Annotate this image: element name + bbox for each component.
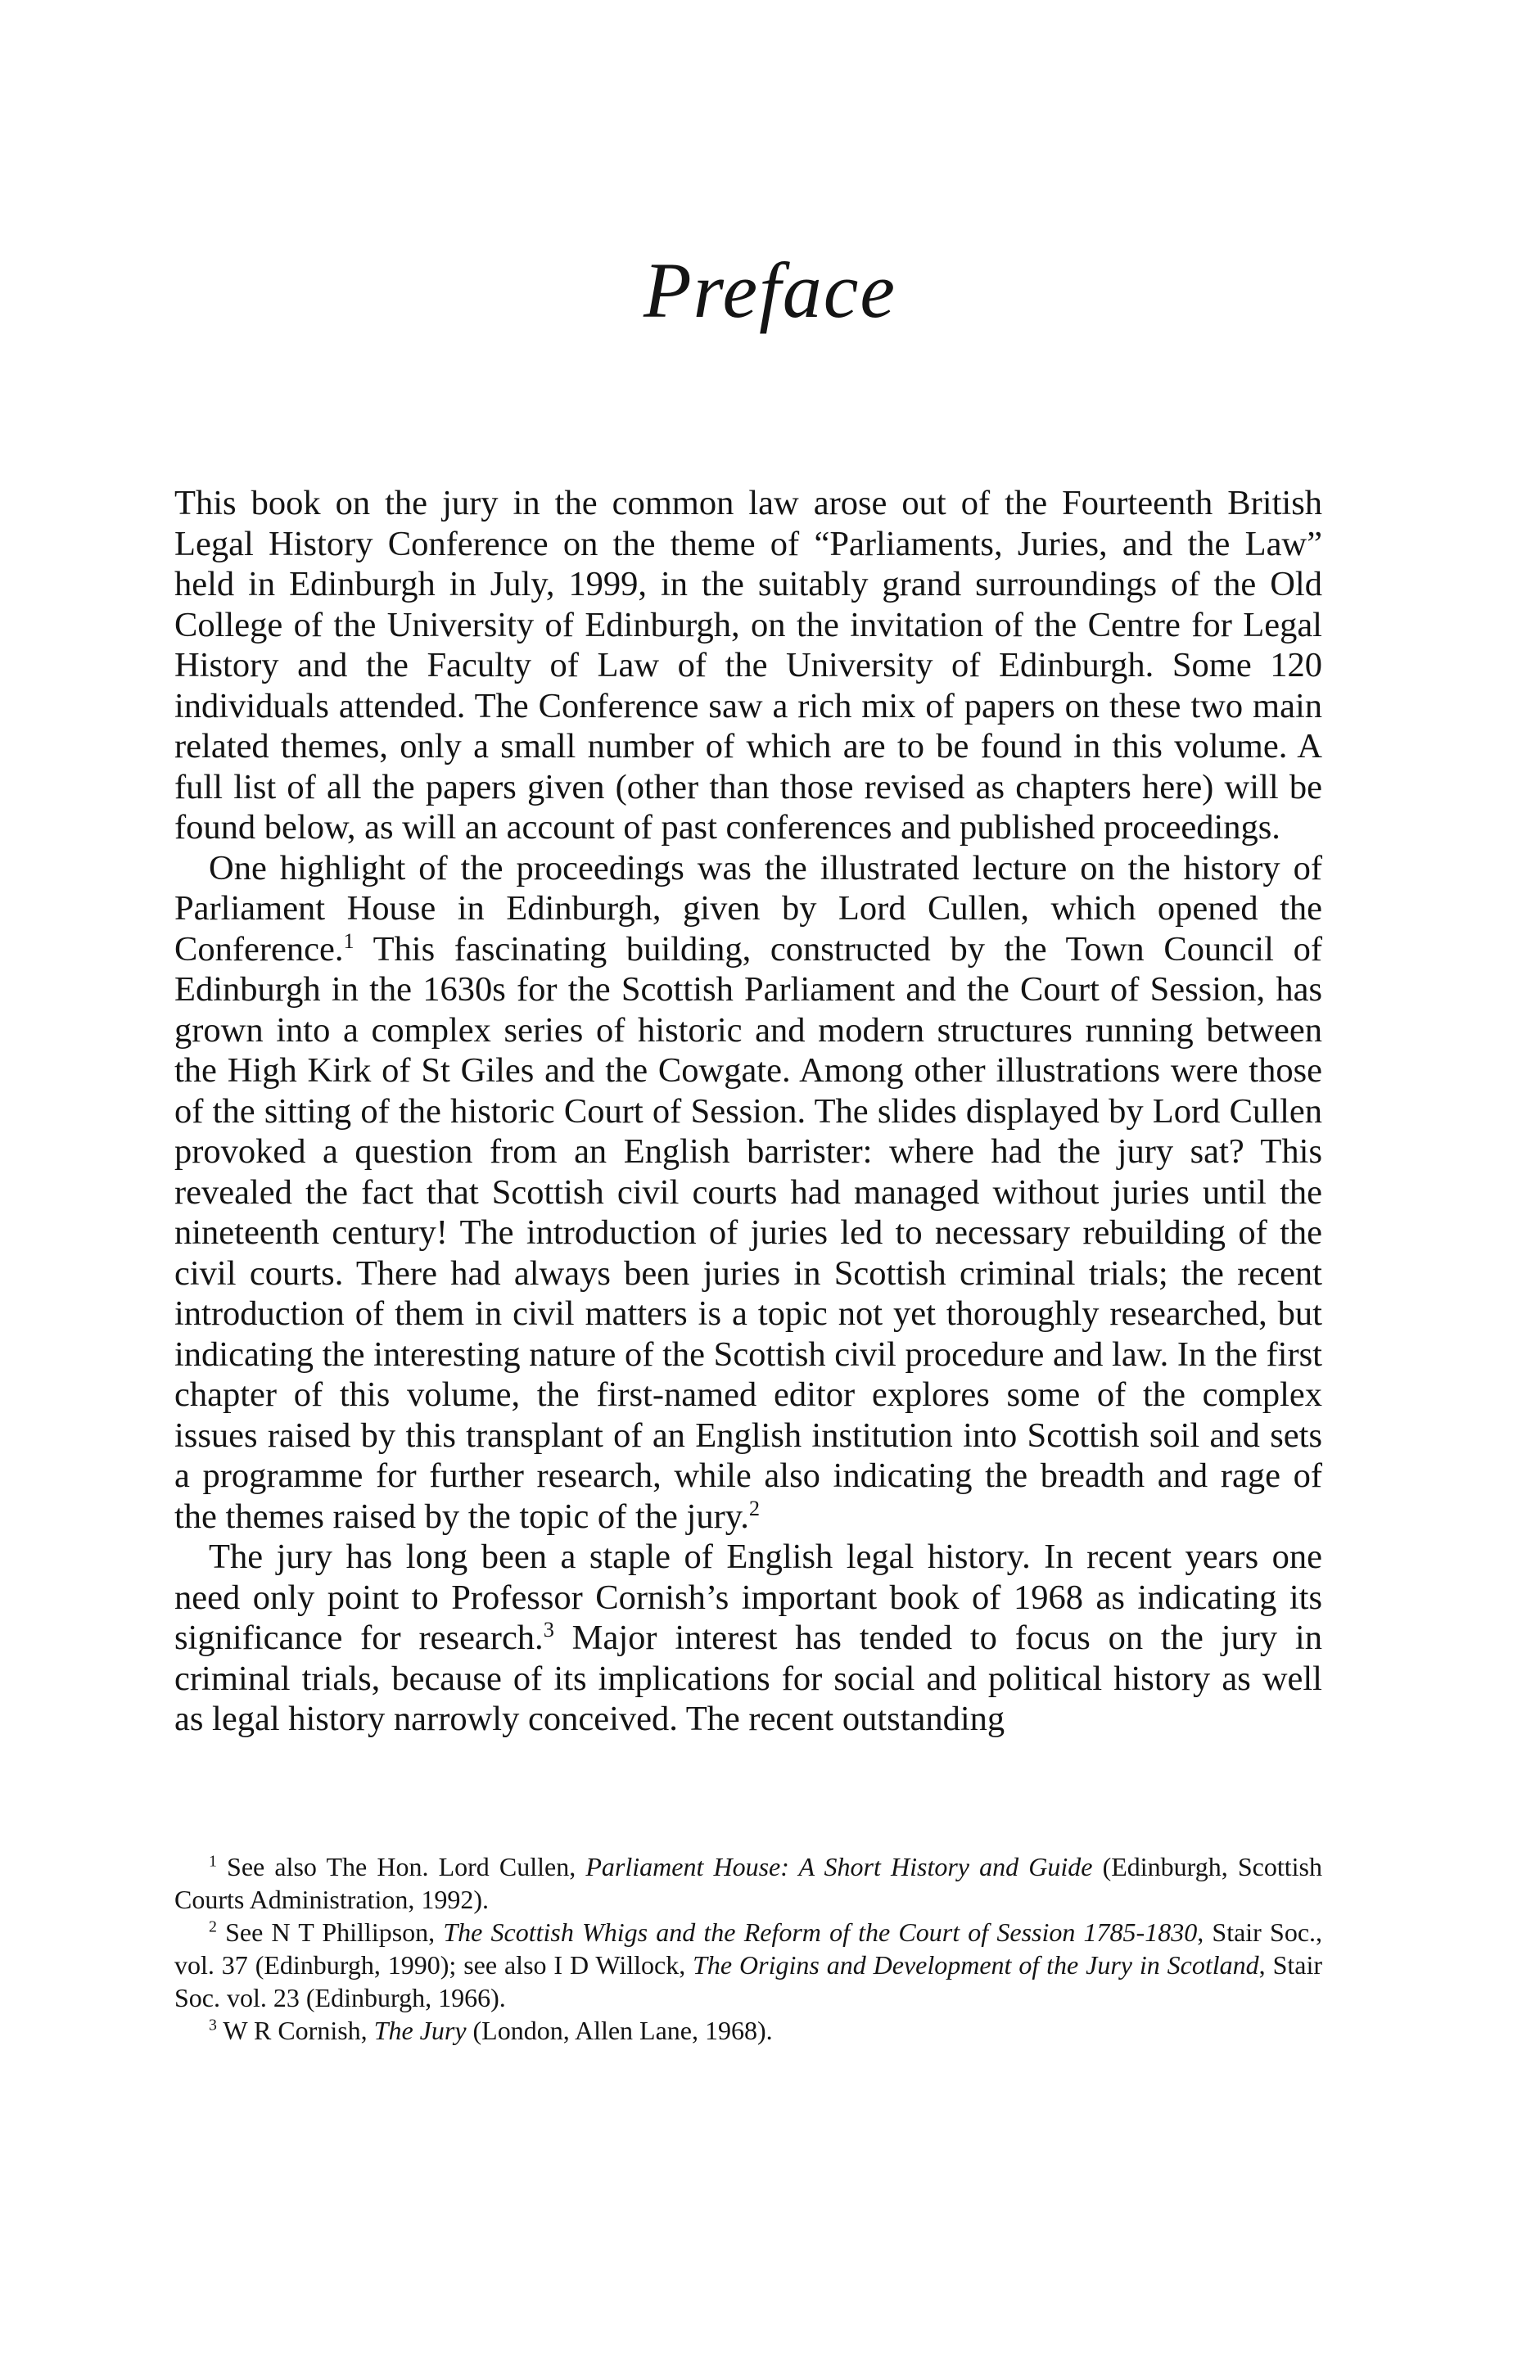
footnote-2 — [174, 1916, 1322, 2014]
footnote-1-number: 1 — [209, 1852, 217, 1871]
paragraph-2 — [174, 848, 1322, 1538]
footnote-2-post: , Stair Soc. vol. 23 (Edinburgh, 1966). — [174, 1950, 1323, 2012]
footnote-1-title: Parliament House: A Short History and Guide — [585, 1852, 1093, 1881]
footnote-2-number: 2 — [209, 1917, 217, 1936]
footnote-1-post: (Edinburgh, Scottish Courts Administration, 1992). — [174, 1852, 1322, 1914]
footnote-3-post: (London, Allen Lane, 1968). — [466, 2016, 773, 2045]
footnote-3-pre: W R Cornish, — [216, 2016, 374, 2045]
footnote-3-title: The Jury — [373, 2016, 467, 2045]
footnote-ref-1: 1 — [343, 928, 355, 953]
footnote-2-pre: See N T Phillipson, — [216, 1917, 444, 1947]
footnote-ref-3: 3 — [543, 1617, 554, 1642]
paragraph-1: This book on the jury in the common law arose out of the Fourteenth British Legal History Conference on the theme of “Parliaments, Juries, and the Law” held in Edinburgh in July, 1999, in the suitably grand surroundings of the Old College of the University of Edinburgh, on the invitation of the Centre for Legal History and the Faculty of Law of the University of Edinburgh. Some 120 individuals attended. The Conference saw a rich mix of papers on these two main related themes, only a small number of which are to be found in this volume. A full list of all the papers given (other than those revised as chapters here) will be found below, as will an account of past conferences and published proceedings. — [174, 484, 1322, 847]
footnote-2-mid: , Stair Soc., vol. 37 (Edinburgh, 1990); see also I D Willock, — [174, 1917, 1323, 1980]
footnotes — [174, 1850, 1322, 2047]
paragraph-2-text-b: This fascinating building, constructed by the Town Council of Edinburgh in the 1630s for the Scottish Parliament and the Court of Session, has grown into a complex series of historic and modern structures running between the High Kirk of St Giles and the Cowgate. Among other illustrations were those of the sitting of the historic Court of Session. The slides displayed by Lord Cullen provoked a question from an English barrister: where had the jury sat? This revealed the fact that Scottish civil courts had managed without juries until the nineteenth century! The introduction of juries led to necessary rebuilding of the civil courts. There had always been juries in Scottish criminal trials; the recent introduction of them in civil matters is a topic not yet thoroughly researched, but indicating the interesting nature of the Scottish civil procedure and law. In the first chapter of this volume, the first-named editor explores some of the complex issues raised by this transplant of an English institution into Scottish soil and sets a programme for further research, while also indicating the breadth and rage of the themes raised by the topic of the jury. — [174, 929, 1322, 1536]
preface-body — [174, 483, 1322, 1740]
footnote-3 — [174, 2014, 1322, 2047]
paragraph-3-text-a: The jury has long been a staple of English legal history. In recent years one need only point to Professor Cornish’s important book of 1968 as indicating its significance for research. — [174, 1538, 1322, 1657]
footnote-3-number: 3 — [209, 2016, 217, 2035]
page-title: Preface — [644, 246, 896, 334]
footnote-1 — [174, 1850, 1322, 1916]
paragraph-3-text-b: Major interest has tended to focus on the jury in criminal trials, because of its implications for social and political history as well as legal history narrowly conceived. The recent outstanding — [174, 1619, 1322, 1738]
footnote-1-pre: See also The Hon. Lord Cullen, — [216, 1852, 586, 1881]
paragraph-3 — [174, 1537, 1322, 1740]
footnote-ref-2: 2 — [748, 1496, 761, 1520]
paragraph-2-text-a: One highlight of the proceedings was the illustrated lecture on the history of Parliament House in Edinburgh, given by Lord Cullen, which opened the Conference. — [174, 848, 1322, 969]
footnote-2-title-2: The Origins and Development of the Jury in Scotland — [693, 1950, 1259, 1980]
footnote-2-title: The Scottish Whigs and the Reform of the Court of Session 1785-1830 — [443, 1917, 1198, 1947]
